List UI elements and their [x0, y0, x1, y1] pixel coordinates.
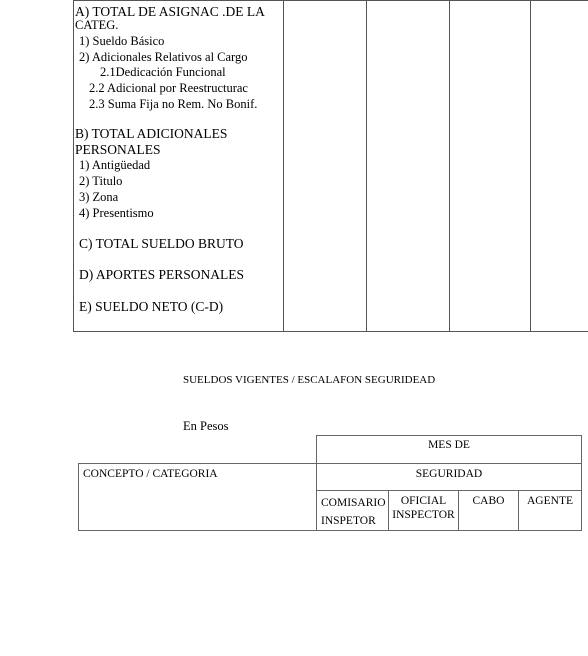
salary-breakdown-table	[73, 0, 588, 332]
section-b-title: B) TOTAL ADICIONALES	[75, 126, 228, 141]
item-antiguedad: 1) Antigüedad	[79, 158, 151, 172]
value-column-2	[366, 0, 450, 331]
value-column-3	[449, 0, 531, 331]
item-suma-fija: 2.3 Suma Fija no Rem. No Bonif.	[89, 97, 258, 111]
header-mes-label: MES DE	[428, 439, 470, 451]
item-adicional-reestructuracion: 2.2 Adicional por Reestructurac	[89, 81, 248, 95]
column-label-line2: INSPETOR	[321, 515, 376, 527]
section-title: SUELDOS VIGENTES / ESCALAFON SEGURIDEAD	[183, 374, 436, 386]
item-zona: 3) Zona	[79, 190, 119, 204]
section-e-title: E) SUELDO NETO (C-D)	[79, 299, 224, 314]
section-b-title-cont: PERSONALES	[75, 142, 161, 157]
item-dedicacion-funcional: 2.1Dedicación Funcional	[100, 65, 226, 79]
header-concepto-label: CONCEPTO / CATEGORIA	[83, 468, 218, 480]
header-seguridad	[316, 463, 582, 491]
item-titulo: 2) Titulo	[79, 174, 123, 188]
section-d-title: D) APORTES PERSONALES	[79, 267, 244, 282]
column-oficial-inspector	[388, 490, 459, 531]
header-mes-de	[316, 435, 582, 464]
section-c-title: C) TOTAL SUELDO BRUTO	[79, 236, 244, 251]
column-label-line1: CABO	[472, 495, 505, 507]
column-cabo	[458, 490, 519, 531]
item-adicionales-cargo: 2) Adicionales Relativos al Cargo	[79, 50, 248, 64]
section-a-title-cont: CATEG.	[75, 18, 119, 32]
section-a-title: A) TOTAL DE ASIGNAC .DE LA	[75, 4, 265, 19]
currency-note: En Pesos	[183, 419, 229, 433]
item-presentismo: 4) Presentismo	[79, 206, 154, 220]
value-column-1	[283, 0, 367, 331]
column-label-line1: AGENTE	[527, 495, 573, 507]
item-sueldo-basico: 1) Sueldo Básico	[79, 34, 165, 48]
header-seguridad-label: SEGURIDAD	[415, 468, 483, 480]
column-label-line1: COMISARIO	[321, 497, 386, 509]
column-comisario-inspector	[316, 490, 389, 531]
column-label-line1: OFICIAL	[400, 495, 447, 507]
header-concepto-categoria	[78, 463, 317, 531]
column-label-line2: INSPECTOR	[392, 509, 455, 521]
column-agente	[518, 490, 582, 531]
